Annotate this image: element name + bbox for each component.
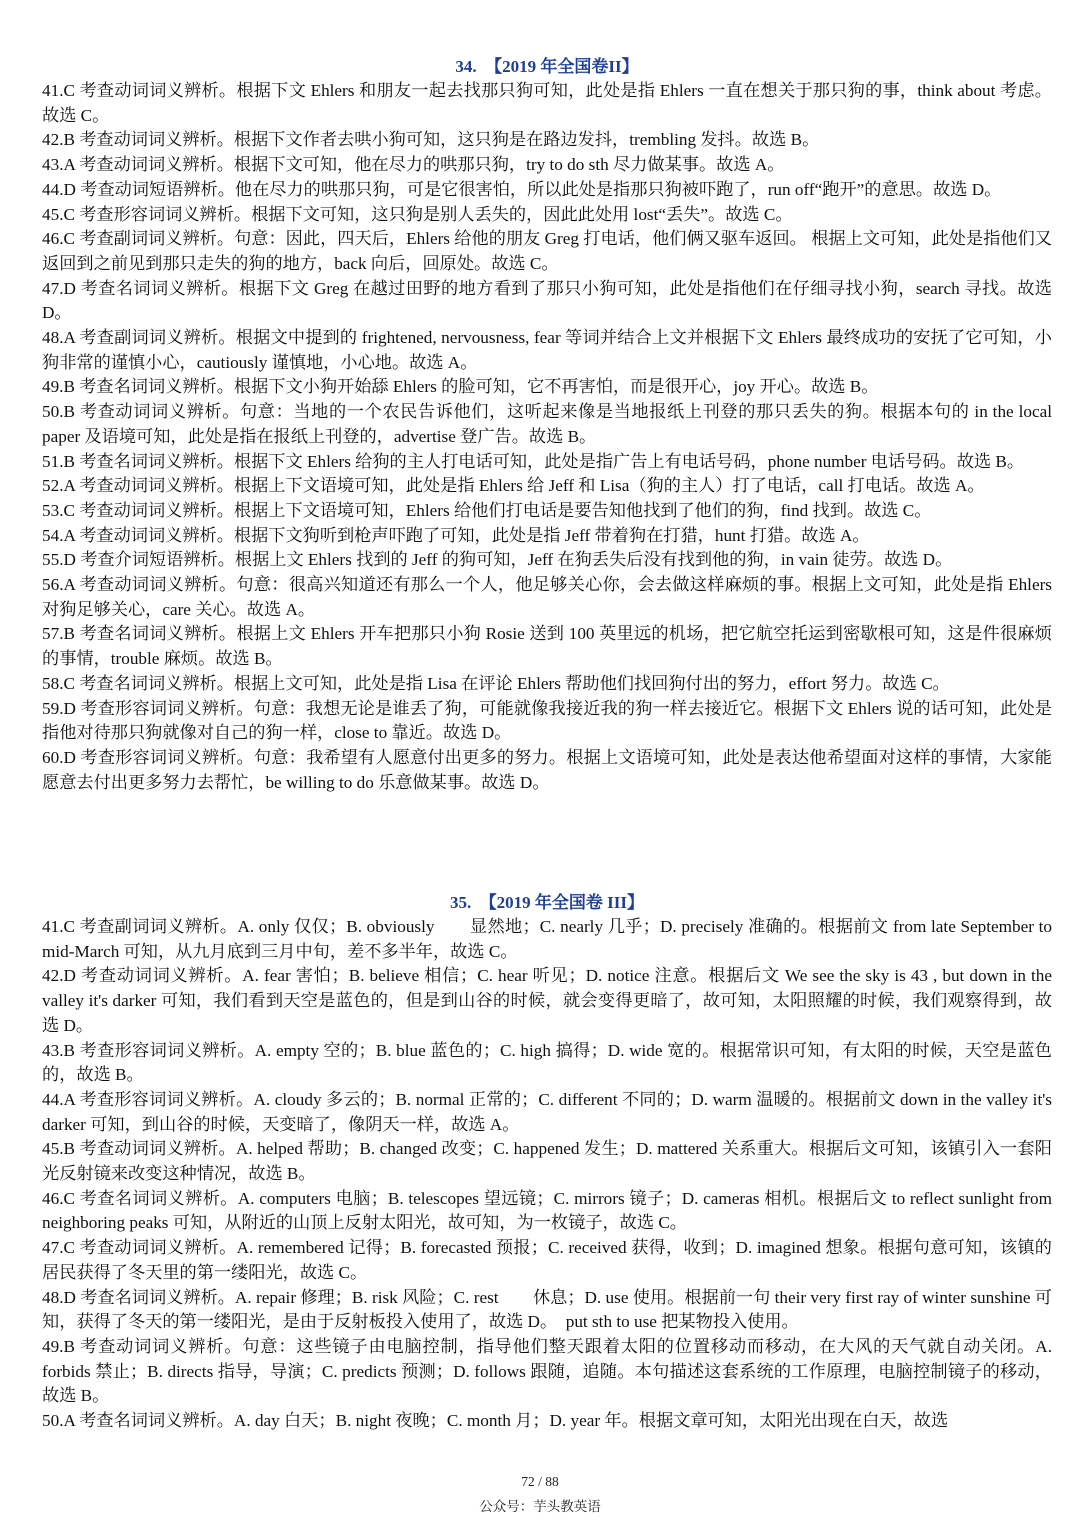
answer-item: 60.D 考查形容词词义辨析。句意：我希望有人愿意付出更多的努力。根据上文语境可知，此处是表达他希望面对这样的事情，大家能愿意去付出更多努力去帮忙，be willing to do 乐意做某事。故选 D。 — [42, 747, 1052, 792]
answer-item: 41.C 考查动词词义辨析。根据下文 Ehlers 和朋友一起去找那只狗可知，此处是指 Ehlers 一直在想关于那只狗的事，think about 考虑。故选 C。 — [42, 81, 1052, 125]
answer-item: 51.B 考查名词词义辨析。根据下文 Ehlers 给狗的主人打电话可知，此处是指广告上有电话号码，phone number 电话号码。故选 B。 — [42, 451, 1025, 471]
answer-item: 53.C 考查动词词义辨析。根据上下文语境可知，Ehlers 给他们打电话是要告知他找到了他们的狗，find 找到。故选 C。 — [42, 500, 932, 520]
section-34 — [42, 55, 1052, 795]
answer-item: 49.B 考查名词词义辨析。根据下文小狗开始舔 Ehlers 的脸可知，它不再害怕，而是很开心，joy 开心。故选 B。 — [42, 377, 879, 397]
page-number: 72 / 88 — [521, 1474, 559, 1489]
answer-item: 56.A 考查动词词义辨析。句意：很高兴知道还有那么一个人，他足够关心你，会去做这样麻烦的事。根据上文可知，此处是指 Ehlers 对狗足够关心，care 关心。故选 A。 — [42, 575, 1052, 619]
answer-item: 43.A 考查动词词义辨析。根据下文可知，他在尽力的哄那只狗，try to do sth 尽力做某事。故选 A。 — [42, 155, 785, 175]
section-title: 34. 【2019 年全国卷II】 — [455, 57, 639, 76]
answer-item: 57.B 考查名词词义辨析。根据上文 Ehlers 开车把那只小狗 Rosie 送到 100 英里远的机场，把它航空托运到密歇根可知，这是件很麻烦的事情，trouble 麻烦。故选 B。 — [42, 624, 1052, 669]
answer-item: 50.A 考查名词词义辨析。A. day 白天；B. night 夜晚；C. month 月；D. year 年。根据文章可知，太阳光出现在白天，故选 — [42, 1411, 949, 1431]
answer-item: 45.C 考查形容词词义辨析。根据下文可知，这只狗是别人丢失的，因此此处用 lost“丢失”。故选 C。 — [42, 204, 793, 224]
answer-item: 55.D 考查介词短语辨析。根据上文 Ehlers 找到的 Jeff 的狗可知，Jeff 在狗丢失后没有找到他的狗，in vain 徒劳。故选 D。 — [42, 550, 953, 570]
answer-item: 41.C 考查副词词义辨析。A. only 仅仅；B. obviously 显然地；C. nearly 几乎；D. precisely 准确的。根据前文 from late September to mid-March 可知，从九月底到三月中旬，差不多半年，故选 C。 — [42, 917, 1052, 961]
answer-item: 52.A 考查动词词义辨析。根据上下文语境可知，此处是指 Ehlers 给 Jeff 和 Lisa（狗的主人）打了电话，call 打电话。故选 A。 — [42, 476, 985, 496]
answer-item: 42.B 考查动词词义辨析。根据下文作者去哄小狗可知，这只狗是在路边发抖，trembling 发抖。故选 B。 — [42, 130, 820, 150]
answer-item: 47.D 考查名词词义辨析。根据下文 Greg 在越过田野的地方看到了那只小狗可知，此处是指他们在仔细寻找小狗，search 寻找。故选 D。 — [42, 278, 1052, 323]
answer-item: 42.D 考查动词词义辨析。A. fear 害怕；B. believe 相信；C. hear 听见；D. notice 注意。根据后文 We see the sky is 43 , but down in the valley it's darker 可知，我们看到天空是蓝色的，但是到山谷的时候，就会变得更暗了，故可知，太阳照耀的时候，我们观察得到，故选 D。 — [42, 966, 1052, 1035]
answer-item: 46.C 考查副词词义辨析。句意：因此，四天后，Ehlers 给他的朋友 Greg 打电话，他们俩又驱车返回。 根据上文可知，此处是指他们又返回到之前见到那只走失的狗的地方，back 向后，回原处。故选 C。 — [42, 229, 1052, 273]
footer-account: 公众号：芋头教英语 — [479, 1499, 601, 1514]
section-35 — [42, 891, 1052, 1434]
answer-list — [42, 915, 1052, 1434]
answer-item: 48.A 考查副词词义辨析。根据文中提到的 frightened, nervousness, fear 等词并结合上文并根据下文 Ehlers 最终成功的安抚了它可知，小狗非常的谨慎小心，cautiously 谨慎地，小心地。故选 A。 — [42, 328, 1052, 372]
answer-item: 46.C 考查名词词义辨析。A. computers 电脑；B. telescopes 望远镜；C. mirrors 镜子；D. cameras 相机。根据后文 to reflect sunlight from neighboring peaks 可知，从附近的山顶上反射太阳光，故可知，为一枚镜子，故选 C。 — [42, 1188, 1052, 1233]
answer-item: 48.D 考查名词词义辨析。A. repair 修理；B. risk 风险；C. rest 休息；D. use 使用。根据前一句 their very first ray of winter sunshine 可知，获得了冬天的第一缕阳光，是由于反射板投入使用了，故选 D。 put sth to use 把某物投入使用。 — [42, 1287, 1052, 1332]
answer-item: 47.C 考查动词词义辨析。A. remembered 记得；B. forecasted 预报；C. received 获得，收到；D. imagined 想象。根据句意可知，该镇的居民获得了冬天里的第一缕阳光，故选 C。 — [42, 1238, 1052, 1282]
answer-item: 43.B 考查形容词词义辨析。A. empty 空的；B. blue 蓝色的；C. high 搞得；D. wide 宽的。根据常识可知，有太阳的时候，天空是蓝色的，故选 B。 — [42, 1040, 1052, 1085]
answer-item: 45.B 考查动词词义辨析。A. helped 帮助；B. changed 改变；C. happened 发生；D. mattered 关系重大。根据后文可知，该镇引入一套阳光反射镜来改变这种情况，故选 B。 — [42, 1139, 1052, 1184]
answer-item: 44.A 考查形容词词义辨析。A. cloudy 多云的；B. normal 正常的；C. different 不同的；D. warm 温暖的。根据前文 down in the valley it's darker 可知，到山谷的时候，天变暗了，像阴天一样，故选 A。 — [42, 1089, 1052, 1134]
answer-item: 59.D 考查形容词词义辨析。句意：我想无论是谁丢了狗，可能就像我接近我的狗一样去接近它。根据下文 Ehlers 说的话可知，此处是指他对待那只狗就像对自己的狗一样，close to 靠近。故选 D。 — [42, 698, 1052, 743]
answer-item: 49.B 考查动词词义辨析。句意：这些镜子由电脑控制，指导他们整天跟着太阳的位置移动而移动，在大风的天气就自动关闭。A. forbids 禁止；B. directs 指导，导演；C. predicts 预测；D. follows 跟随，追随。本句描述这套系统的工作原理，电脑控制镜子的移动，故选 B。 — [42, 1336, 1052, 1406]
answer-list — [42, 79, 1052, 795]
answer-item: 58.C 考查名词词义辨析。根据上文可知，此处是指 Lisa 在评论 Ehlers 帮助他们找回狗付出的努力，effort 努力。故选 C。 — [42, 673, 950, 693]
answer-item: 44.D 考查动词短语辨析。他在尽力的哄那只狗，可是它很害怕，所以此处是指那只狗被吓跑了，run off“跑开”的意思。故选 D。 — [42, 179, 1002, 199]
section-title: 35. 【2019 年全国卷 III】 — [449, 893, 645, 912]
answer-item: 54.A 考查动词词义辨析。根据下文狗听到枪声吓跑了可知，此处是指 Jeff 带着狗在打猎，hunt 打猎。故选 A。 — [42, 525, 870, 545]
answer-item: 50.B 考查动词词义辨析。句意：当地的一个农民告诉他们，这听起来像是当地报纸上刊登的那只丢失的狗。根据本句的 in the local paper 及语境可知，此处是指在报纸上刊登的，advertise 登广告。故选 B。 — [42, 402, 1052, 446]
